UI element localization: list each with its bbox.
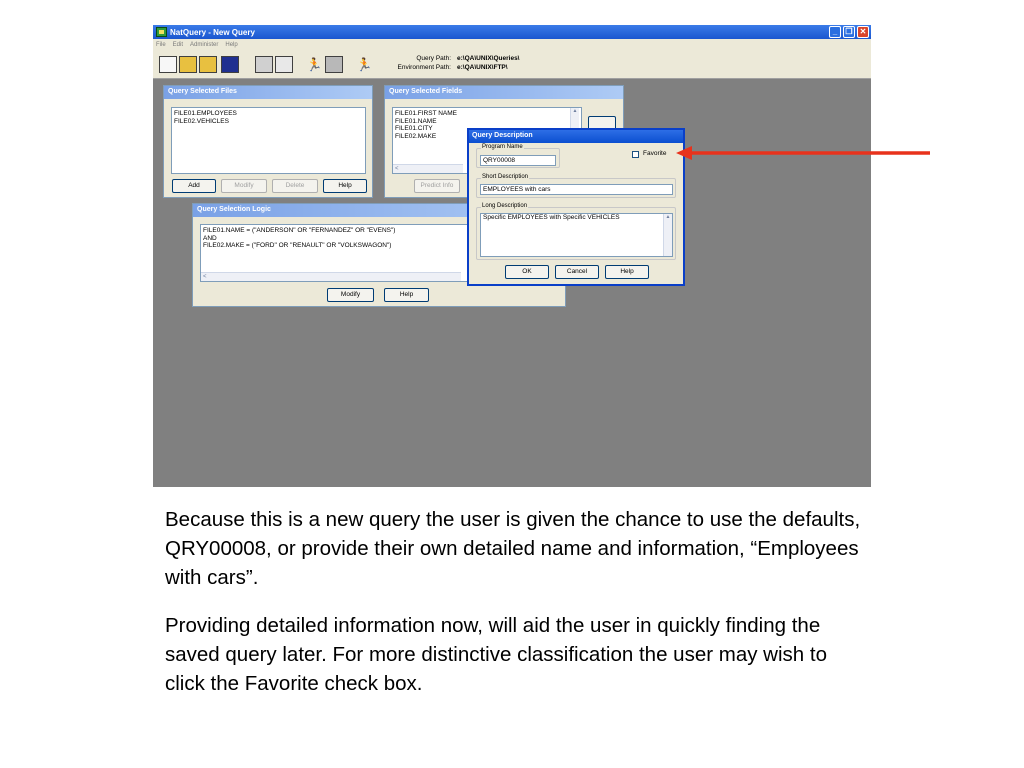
menu-administer[interactable]: Administer: [190, 42, 219, 48]
predict-info-button[interactable]: Predict Info: [414, 179, 460, 193]
program-name-label: Program Name: [482, 144, 523, 150]
favorite-checkbox[interactable]: [632, 151, 639, 158]
restore-button[interactable]: ❐: [843, 26, 855, 38]
favorite-label[interactable]: Favorite: [643, 150, 667, 157]
files-panel-title: Query Selected Files: [164, 86, 372, 99]
env-path-label: Environment Path:: [397, 64, 451, 71]
query-description-dialog: [467, 128, 685, 286]
files-list[interactable]: [171, 107, 366, 174]
env-path-value: e:\QA\UNIX\FTP\: [457, 64, 508, 71]
annotation-arrow: [676, 143, 932, 163]
modify-button[interactable]: Modify: [221, 179, 267, 193]
save-disk-icon[interactable]: [221, 56, 239, 73]
gear-run-icon[interactable]: [325, 56, 343, 73]
cancel-button[interactable]: Cancel: [555, 265, 599, 279]
open-folder-icon[interactable]: [179, 56, 197, 73]
list-view-icon[interactable]: [255, 56, 273, 73]
long-desc-group: [476, 203, 676, 260]
fields-panel-title: Query Selected Fields: [385, 86, 623, 99]
menu-edit[interactable]: Edit: [172, 42, 184, 48]
logic-line: FILE01.NAME = ("ANDERSON" OR "FERNANDEZ" OR "EVENS"): [203, 227, 396, 234]
short-desc-input[interactable]: EMPLOYEES with cars: [480, 184, 673, 195]
logic-help-button[interactable]: Help: [384, 288, 429, 302]
dialog-title: Query Description: [469, 130, 683, 143]
list-item[interactable]: FILE01.NAME: [395, 117, 437, 125]
list-item[interactable]: FILE01.EMPLOYEES: [174, 110, 237, 117]
logic-line: AND: [203, 234, 217, 242]
caption-paragraph-1: Because this is a new query the user is given the chance to use the defaults, QRY00008, or provide their own detailed name and information, “Employees with cars”.: [165, 508, 861, 589]
menu-help[interactable]: Help: [225, 42, 238, 48]
caption-paragraph-2: Providing detailed information now, will aid the user in quickly finding the saved query later. For more distinctive classification the user may wish to click the Favorite check box.: [165, 614, 827, 695]
open-folder-alt-icon[interactable]: [199, 56, 217, 73]
long-desc-input[interactable]: Specific EMPLOYEES with Specific VEHICLES: [480, 213, 673, 257]
short-desc-group: [476, 174, 676, 198]
ok-button[interactable]: OK: [505, 265, 549, 279]
program-name-input[interactable]: QRY00008: [480, 155, 556, 166]
list-item[interactable]: FILE01.CITY: [395, 125, 433, 132]
fields-scrollbar[interactable]: ▲: [570, 108, 579, 163]
files-help-button[interactable]: Help: [323, 179, 367, 193]
window-titlebar: [153, 25, 871, 39]
delete-button[interactable]: Delete: [272, 179, 318, 193]
logic-panel-title: Query Selection Logic: [193, 204, 565, 217]
files-panel: [163, 85, 373, 198]
long-desc-scrollbar[interactable]: ▲: [663, 214, 672, 256]
natquery-app-icon: [156, 27, 167, 37]
query-path-label: Query Path:: [416, 55, 451, 62]
query-path-value: e:\QA\UNIX\Queries\: [457, 55, 520, 62]
close-button[interactable]: ✕: [857, 26, 869, 38]
minimize-button[interactable]: _: [829, 26, 841, 38]
menu-bar: [153, 39, 871, 51]
new-file-icon[interactable]: [159, 56, 177, 73]
green-run-icon[interactable]: 🏃: [356, 57, 373, 72]
program-name-group: [476, 144, 560, 168]
list-item[interactable]: FILE02.MAKE: [395, 132, 437, 140]
long-desc-label: Long Description: [482, 203, 528, 209]
menu-file[interactable]: File: [156, 42, 166, 48]
list-item[interactable]: FILE02.VEHICLES: [174, 117, 229, 125]
dialog-help-button[interactable]: Help: [605, 265, 649, 279]
list-item[interactable]: FILE01.FIRST NAME: [395, 110, 458, 117]
run-man-icon[interactable]: 🏃: [306, 57, 323, 72]
logic-modify-button[interactable]: Modify: [327, 288, 374, 302]
short-desc-label: Short Description: [482, 174, 529, 180]
logic-hscrollbar[interactable]: <: [201, 272, 461, 281]
window-title: NatQuery - New Query: [170, 27, 255, 37]
toolbar: [153, 51, 871, 79]
fields-hscrollbar[interactable]: <: [393, 164, 463, 173]
logic-line: FILE02.MAKE = ("FORD" OR "RENAULT" OR "VOLKSWAGON"): [203, 242, 392, 249]
app-screenshot: [153, 25, 871, 487]
path-info: [385, 54, 520, 72]
add-button[interactable]: Add: [172, 179, 216, 193]
report-icon[interactable]: [275, 56, 293, 73]
